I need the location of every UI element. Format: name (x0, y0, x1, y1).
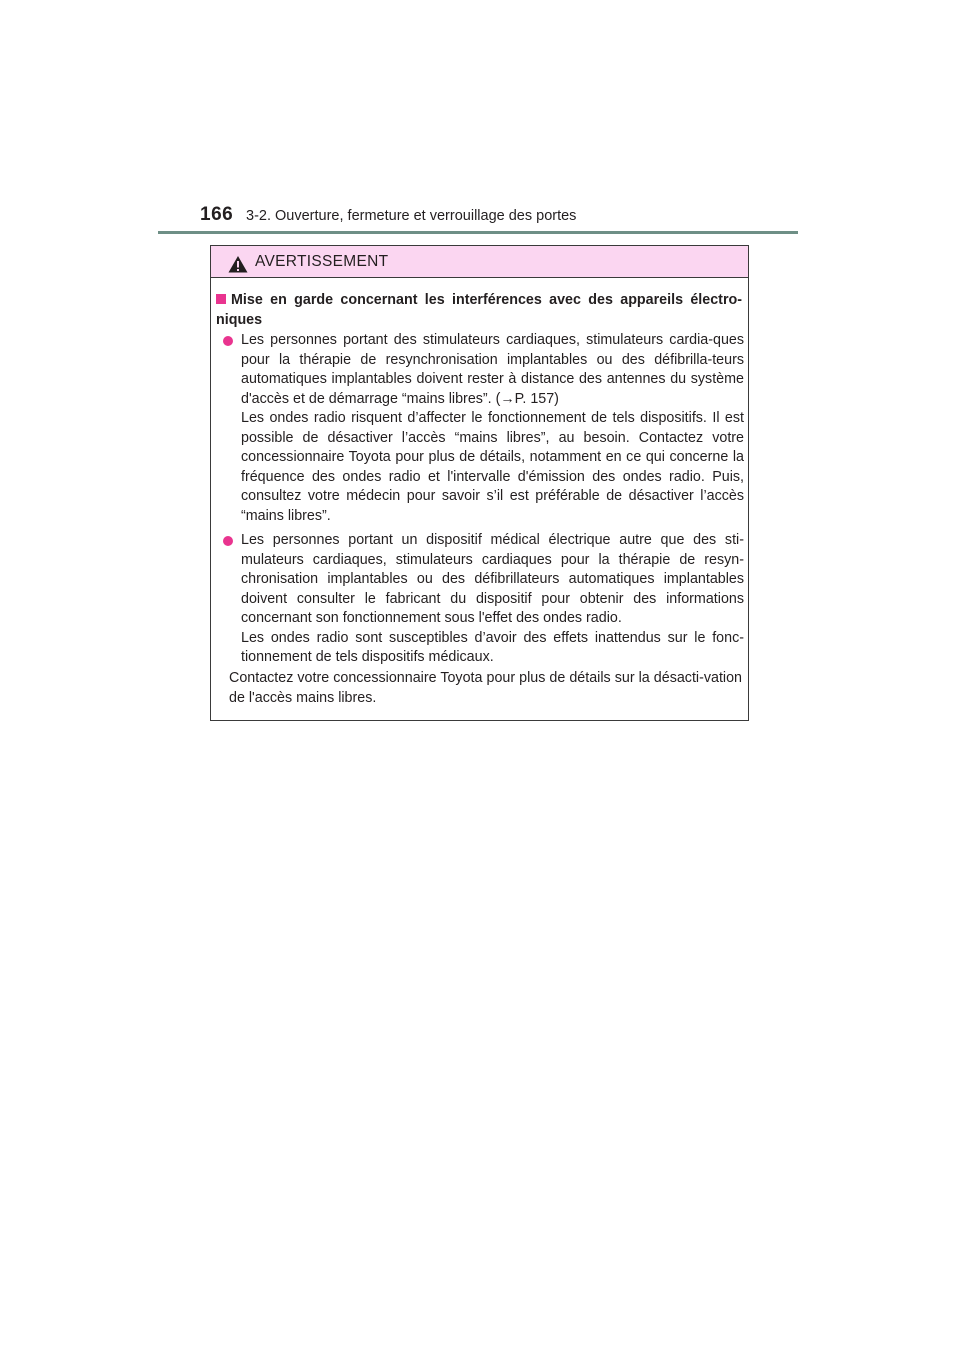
bullet-paragraph: Les personnes portant un dispositif médical électrique autre que des sti-mulateurs cardiaques, stimulateurs cardiaques pour la thérapie de resyn-chronisation implantables ou des défibrillateurs automatiques implantables doivent consulter le fabricant du dispositif pour obtenir des informations concernant son fonctionnement sous l'effet des ondes radio. (241, 532, 744, 626)
bullet-paragraph: Les personnes portant des stimulateurs cardiaques, stimulateurs cardia-ques pour la thérapie de resynchronisation implantables ou des défibrilla-teurs automatiques implantables doivent rester à distance des antennes du système d'accès et de démarrage “mains libres”. (→P. 157) (241, 332, 744, 407)
warning-header (211, 246, 748, 278)
bullet-item (223, 531, 744, 667)
section-title: 3-2. Ouverture, fermeture et verrouillage des portes (246, 208, 577, 224)
warning-topic (216, 291, 742, 330)
round-bullet-icon (223, 536, 233, 546)
warning-box (210, 245, 749, 721)
bullet-text (241, 331, 744, 526)
square-bullet-icon (216, 294, 226, 304)
bullet-paragraph: Les ondes radio risquent d’affecter le fonctionnement de tels dispositifs. Il est possible de désactiver l’accès “mains libres”, au besoin. Contactez votre concessionnaire Toyota pour plus de détails, notamment en ce qui concerne la fréquence des ondes radio et l'intervalle d'émission des ondes radio. Puis, consultez votre médecin pour savoir s’il est préférable de désactiver l’accès “mains libres”. (241, 410, 744, 524)
warning-triangle-icon (228, 255, 248, 273)
round-bullet-icon (223, 336, 233, 346)
header-rule (158, 231, 798, 234)
bullet-paragraph: Les ondes radio sont susceptibles d’avoir des effets inattendus sur le fonc-tionnement de tels dispositifs médicaux. (241, 629, 744, 665)
page-number: 166 (200, 204, 234, 225)
warning-title: AVERTISSEMENT (255, 253, 389, 270)
warning-topic-text: Mise en garde concernant les interférences avec des appareils électro-niques (216, 292, 742, 328)
closing-note: Contactez votre concessionnaire Toyota pour plus de détails sur la désacti-vation de l'accès mains libres. (229, 670, 742, 706)
bullet-text (241, 531, 744, 668)
bullet-item (223, 331, 744, 529)
